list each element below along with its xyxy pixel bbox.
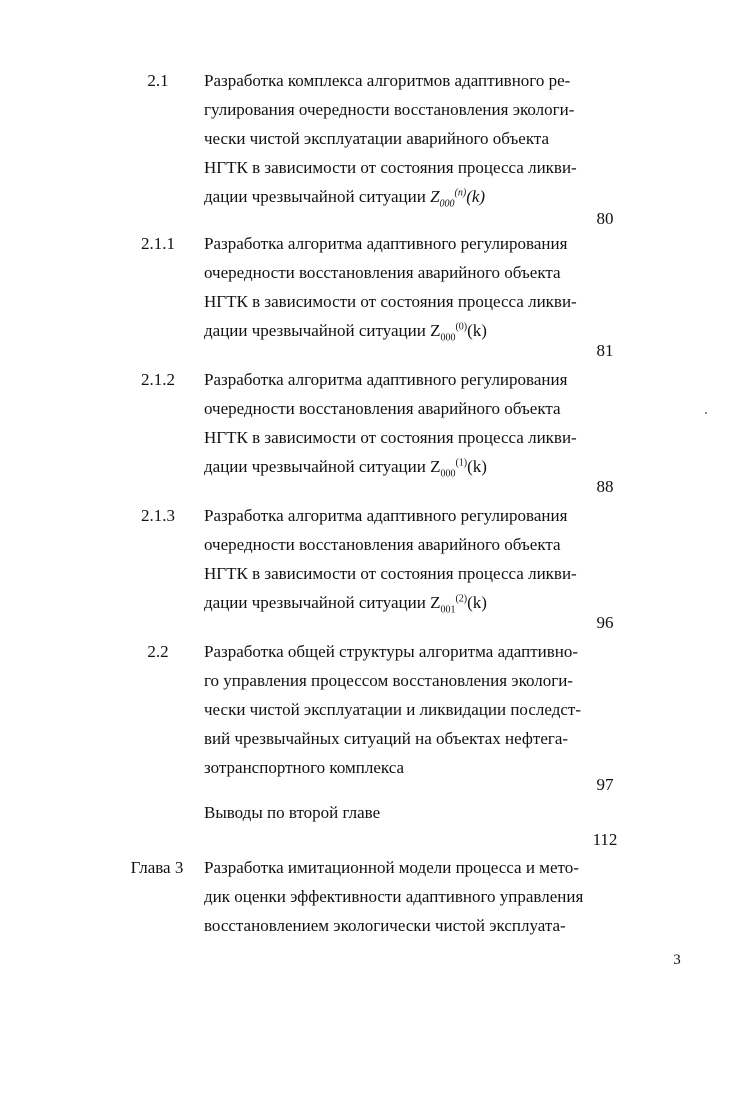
- toc-page-number: 96: [596, 613, 614, 632]
- toc-entry-title: Разработка комплекса алгоритмов адаптивного ре- гулирования очередности восстановления экологи- чески чистой эксплуатации аварийного объекта НГТК в зависимости от состояния процесса ликви- дации чрезвычайной ситуации $Z_{000}^{(n)}(k)$: [204, 71, 577, 210]
- scan-speck: [705, 412, 707, 414]
- toc-entry-number: Глава 3: [130, 858, 184, 877]
- toc-page-number: 80: [596, 209, 614, 228]
- toc-entry-title: Разработка алгоритма адаптивного регулирования очередности восстановления аварийного объекта НГТК в зависимости от состояния процесса ликви- дации чрезвычайной ситуации $Z_{000}^{(0)}(k)$: [204, 234, 577, 344]
- formula: $Z_{000}^{(1)}(k)$: [430, 457, 487, 480]
- toc-entry-number: 2.1: [147, 71, 169, 90]
- toc-page-number: 88: [596, 477, 614, 496]
- toc-page-number: 112: [592, 830, 618, 849]
- formula: $Z_{000}^{(n)}(k)$: [430, 187, 486, 210]
- toc-entry-number: 2.1.3: [141, 506, 175, 525]
- formula: $Z_{001}^{(2)}(k)$: [430, 593, 487, 616]
- toc-page-number: 97: [596, 775, 614, 794]
- toc-entry-number: 2.1.2: [141, 370, 175, 389]
- toc-entry-title: Разработка алгоритма адаптивного регулирования очередности восстановления аварийного объекта НГТК в зависимости от состояния процесса ликви- дации чрезвычайной ситуации $Z_{001}^{(2)}(k)$: [204, 506, 577, 616]
- formula: $Z_{000}^{(0)}(k)$: [430, 321, 487, 344]
- toc-entry-number: 2.2: [147, 642, 169, 661]
- toc-entry-title: Разработка имитационной модели процесса и мето- дик оценки эффективности адаптивного управления восстановлением экологически чистой эксплуата-: [204, 858, 584, 935]
- toc-page-number: 81: [596, 341, 614, 360]
- toc-entry-title: Выводы по второй главе: [204, 803, 381, 822]
- toc-entry-title: Разработка алгоритма адаптивного регулирования очередности восстановления аварийного объекта НГТК в зависимости от состояния процесса ликви- дации чрезвычайной ситуации $Z_{000}^{(1)}(k)$: [204, 370, 577, 480]
- footer-page-number: 3: [673, 952, 681, 968]
- toc-entry-title: Разработка общей структуры алгоритма адаптивно- го управления процессом восстановления экологи- чески чистой эксплуатации и ликвидации последст- вий чрезвычайных ситуаций на объектах нефтега- зотранспортного комплекса: [204, 642, 581, 777]
- toc-entry-number: 2.1.1: [141, 234, 175, 253]
